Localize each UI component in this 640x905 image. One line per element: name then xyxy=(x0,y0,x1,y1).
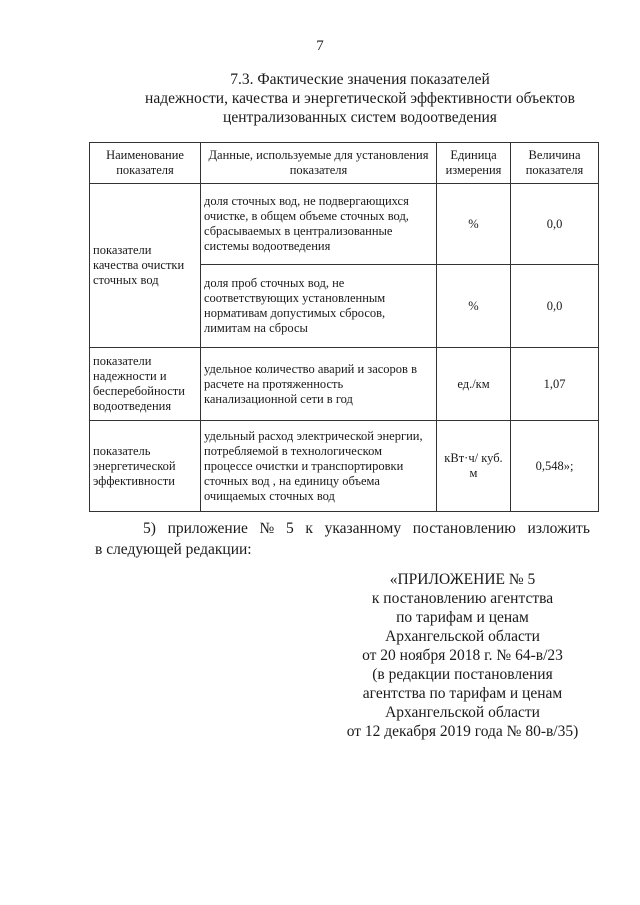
indicator-value: 1,07 xyxy=(511,348,599,421)
paragraph-word: к xyxy=(305,520,313,537)
section-heading xyxy=(80,70,640,127)
indicator-value: 0,0 xyxy=(511,265,599,348)
indicator-name: показатели качества очистки сточных вод xyxy=(90,184,201,348)
indicator-value: 0,0 xyxy=(511,184,599,265)
appendix-line: Архангельской области xyxy=(385,628,540,645)
appendix-line: «ПРИЛОЖЕНИЕ № 5 xyxy=(389,571,536,588)
table-row xyxy=(90,184,599,265)
appendix-line: к постановлению агентства xyxy=(371,590,554,607)
paragraph-word: указанному xyxy=(324,520,402,537)
paragraph-word: 5 xyxy=(285,520,294,537)
heading-line: надежности, качества и энергетической эффективности объектов xyxy=(145,90,575,107)
page-number: 7 xyxy=(316,38,324,54)
indicator-name: показатели надежности и бесперебойности водоотведения xyxy=(90,348,201,421)
indicator-unit: % xyxy=(437,184,511,265)
amendment-paragraph xyxy=(95,518,590,560)
paragraph-word: № xyxy=(259,520,275,537)
indicator-unit: % xyxy=(437,265,511,348)
paragraph-word: 5) xyxy=(143,520,156,537)
indicator-name: показатель энергетической эффективности xyxy=(90,421,201,512)
heading-line: централизованных систем водоотведения xyxy=(223,109,497,126)
appendix-line: по тарифам и ценам xyxy=(396,609,529,626)
indicators-table xyxy=(89,142,599,512)
header-name: Наименование показателя xyxy=(90,143,201,184)
indicator-unit: ед./км xyxy=(437,348,511,421)
appendix-line: от 20 ноября 2018 г. № 64-в/23 xyxy=(362,647,563,664)
header-data: Данные, используемые для установления показателя xyxy=(201,143,437,184)
paragraph-word: изложить xyxy=(527,520,590,537)
table-header-row xyxy=(90,143,599,184)
indicator-description: доля сточных вод, не подвергающихся очистке, в общем объеме сточных вод, сбрасываемых в централизованные системы водоотведения xyxy=(201,184,437,265)
indicator-description: доля проб сточных вод, не соответствующих установленным нормативам допустимых сбросов, лимитам на сбросы xyxy=(201,265,437,348)
appendix-line: агентства по тарифам и ценам xyxy=(362,685,563,702)
appendix-header xyxy=(330,570,595,741)
paragraph-line xyxy=(95,518,590,539)
indicator-description: удельное количество аварий и засоров в расчете на протяженность канализационной сети в год xyxy=(201,348,437,421)
appendix-line: Архангельской области xyxy=(385,704,540,721)
header-unit: Единица измерения xyxy=(437,143,511,184)
table-row xyxy=(90,348,599,421)
paragraph-word: постановлению xyxy=(412,520,516,537)
appendix-line: (в редакции постановления xyxy=(372,666,553,683)
indicator-value: 0,548»; xyxy=(511,421,599,512)
table-row xyxy=(90,421,599,512)
paragraph-line: в следующей редакции: xyxy=(95,541,252,558)
paragraph-word: приложение xyxy=(167,520,248,537)
indicator-description: удельный расход электрической энергии, потребляемой в технологическом процессе очистки и транспортировки сточных вод , на единицу объема очищаемых сточных вод xyxy=(201,421,437,512)
header-value: Величина показателя xyxy=(511,143,599,184)
appendix-line: от 12 декабря 2019 года № 80-в/35) xyxy=(346,723,579,740)
indicator-unit: кВт·ч/ куб. м xyxy=(437,421,511,512)
heading-line: 7.3. Фактические значения показателей xyxy=(230,71,490,88)
